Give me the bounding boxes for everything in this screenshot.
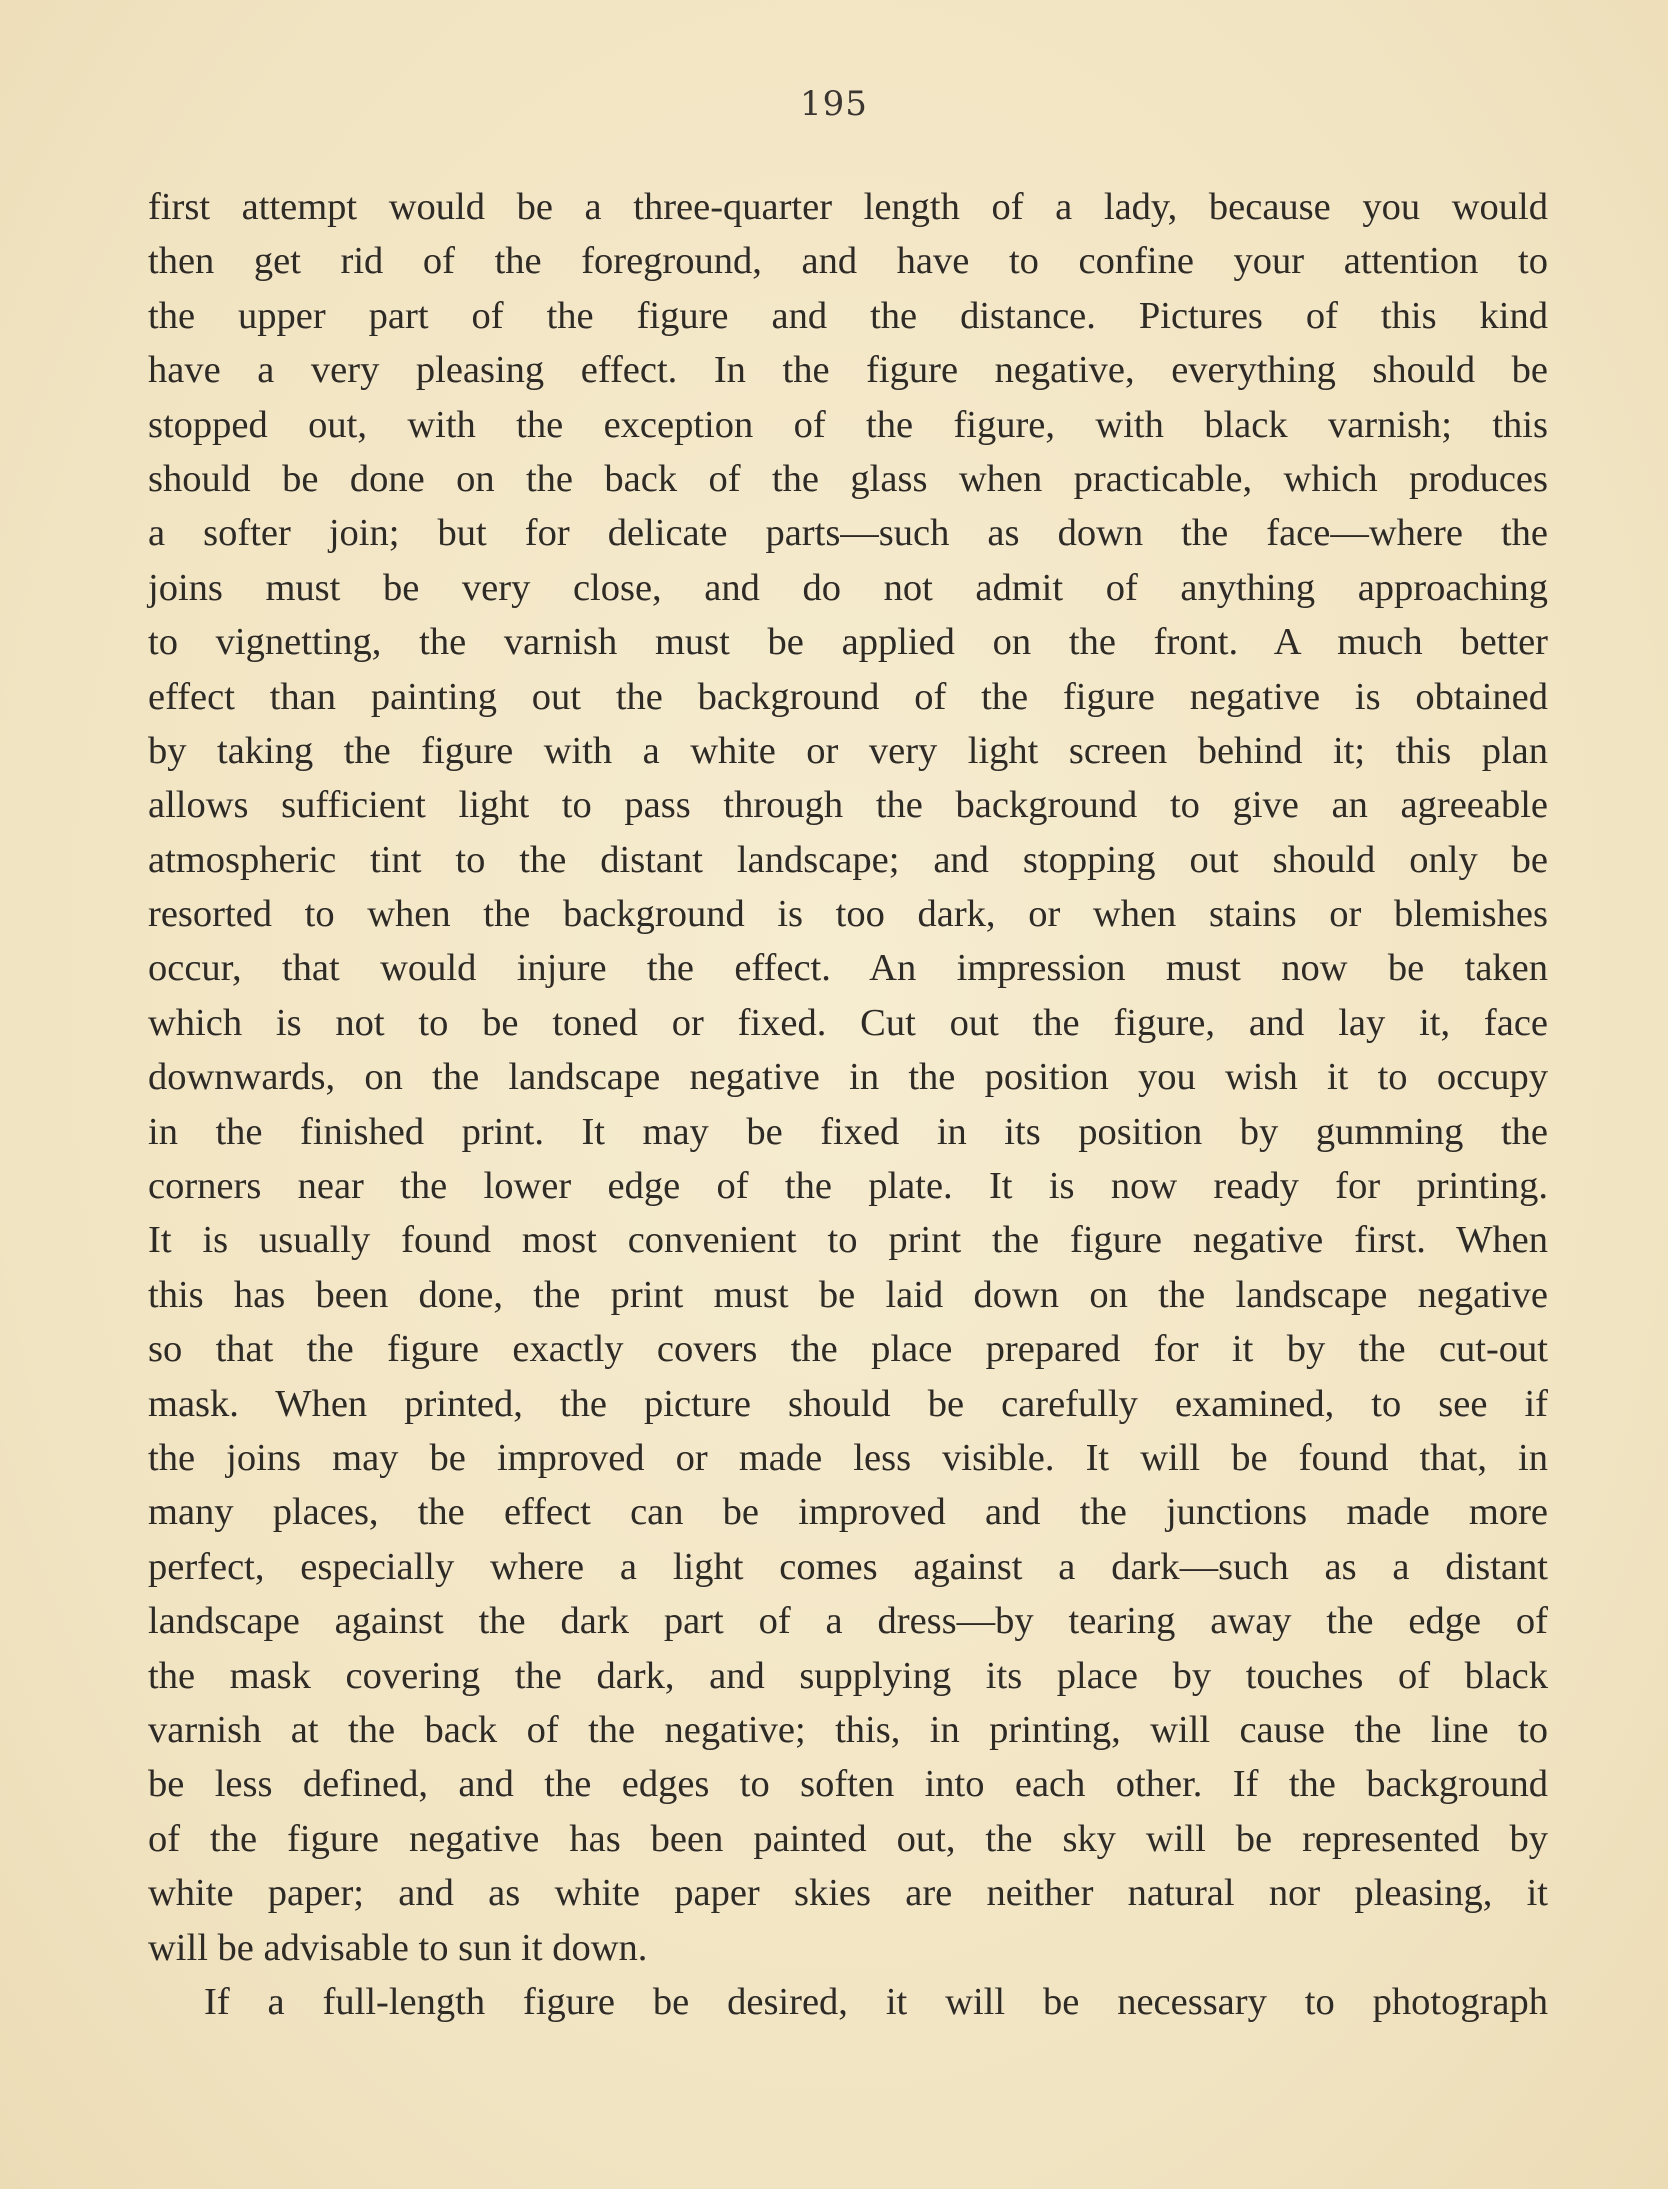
text-line: allows sufficient light to pass through the background to give an agreeable [148, 784, 1548, 827]
text-line: occur, that would injure the effect. An impression must now be taken [148, 947, 1548, 990]
text-line: the upper part of the figure and the distance. Pictures of this kind [148, 294, 1548, 337]
text-line: then get rid of the foreground, and have to confine your attention to [148, 240, 1548, 283]
text-line: to vignetting, the varnish must be applied on the front. A much better [148, 621, 1548, 664]
text-line: downwards, on the landscape negative in the position you wish it to occupy [148, 1056, 1548, 1099]
text-line: have a very pleasing effect. In the figure negative, everything should be [148, 349, 1548, 392]
text-line: the mask covering the dark, and supplying its place by touches of black [148, 1654, 1548, 1697]
text-line: a softer join; but for delicate parts—such as down the face—where the [148, 512, 1548, 555]
text-line: this has been done, the print must be laid down on the landscape negative [148, 1273, 1548, 1316]
text-line: corners near the lower edge of the plate. It is now ready for printing. [148, 1165, 1548, 1208]
text-line: varnish at the back of the negative; this, in printing, will cause the line to [148, 1708, 1548, 1751]
text-line: of the figure negative has been painted out, the sky will be represented by [148, 1817, 1548, 1860]
text-line: effect than painting out the background of the figure negative is obtained [148, 675, 1548, 718]
text-line: which is not to be toned or fixed. Cut out the figure, and lay it, face [148, 1001, 1548, 1044]
text-line: It is usually found most convenient to print the figure negative first. When [148, 1219, 1548, 1262]
text-line: many places, the effect can be improved and the junctions made more [148, 1491, 1548, 1534]
paragraph-start-line: If a full-length figure be desired, it will be necessary to photograph [204, 1980, 1548, 2023]
text-line: atmospheric tint to the distant landscape; and stopping out should only be [148, 838, 1548, 881]
text-line: first attempt would be a three-quarter length of a lady, because you would [148, 186, 1548, 228]
text-line: mask. When printed, the picture should be carefully examined, to see if [148, 1382, 1548, 1425]
text-line: be less defined, and the edges to soften into each other. If the background [148, 1763, 1548, 1806]
paragraph-end-line: will be advisable to sun it down. [148, 1926, 648, 1969]
text-line: in the finished print. It may be fixed in its position by gumming the [148, 1110, 1548, 1153]
body-text [148, 180, 1548, 2029]
text-line: white paper; and as white paper skies are neither natural nor pleasing, it [148, 1872, 1548, 1915]
text-line: joins must be very close, and do not admit of anything approaching [148, 566, 1548, 609]
text-line: by taking the figure with a white or very light screen behind it; this plan [148, 729, 1548, 772]
page-number: 195 [800, 84, 868, 124]
text-line: stopped out, with the exception of the figure, with black varnish; this [148, 403, 1548, 446]
text-line: so that the figure exactly covers the place prepared for it by the cut-out [148, 1328, 1548, 1371]
text-line: perfect, especially where a light comes against a dark—such as a distant [148, 1545, 1548, 1588]
text-line: resorted to when the background is too dark, or when stains or blemishes [148, 893, 1548, 936]
text-line: the joins may be improved or made less visible. It will be found that, in [148, 1436, 1548, 1479]
text-line: should be done on the back of the glass when practicable, which produces [148, 457, 1548, 500]
text-line: landscape against the dark part of a dress—by tearing away the edge of [148, 1600, 1548, 1643]
